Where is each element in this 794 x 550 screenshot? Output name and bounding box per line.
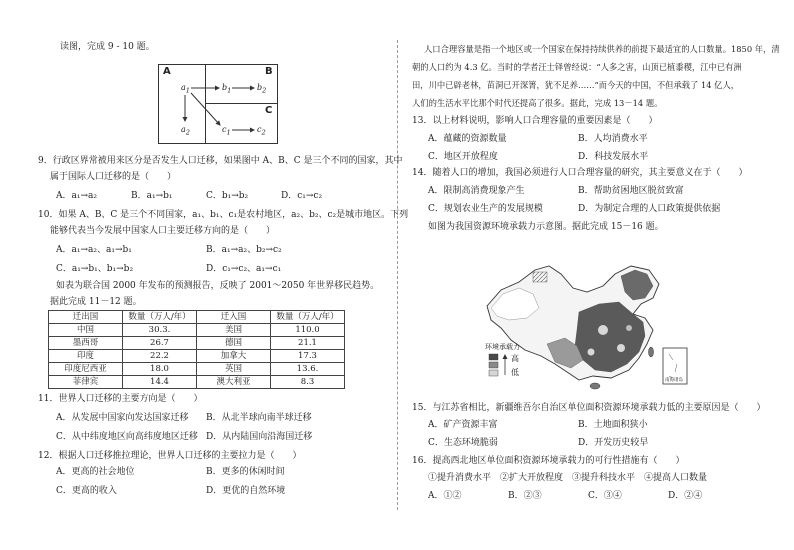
table-cell: 英国 xyxy=(197,363,271,376)
table-cell: 110.0 xyxy=(271,324,345,337)
region-c-label: C xyxy=(265,105,273,116)
legend-high-label: 高 xyxy=(511,354,519,363)
table-cell: 美国 xyxy=(197,324,271,337)
q14-option-c[interactable]: C．规划农业生产的发展规模 xyxy=(428,204,543,214)
q12-option-a[interactable]: A．更高的社会地位 xyxy=(56,467,135,477)
table-cell: 德国 xyxy=(197,337,271,350)
table-row xyxy=(49,376,345,389)
legend-swatch-low xyxy=(489,370,498,376)
q10-option-b[interactable]: B．a₁→a₂、b₂→c₂ xyxy=(206,245,282,255)
table-cell: 21.1 xyxy=(271,337,345,350)
q15-option-b[interactable]: B．土地面积狭小 xyxy=(578,420,648,430)
q9-option-c[interactable]: C．b₁→b₂ xyxy=(206,191,249,201)
table-cell: 澳大利亚 xyxy=(197,376,271,389)
region-a-label: A xyxy=(163,66,171,77)
inset-label: 南海诸岛 xyxy=(665,378,683,383)
q13-stem: 13．以上材料说明，影响人口合理容量的重要因素是（ ） xyxy=(412,116,658,126)
table-cell: 8.3 xyxy=(271,376,345,389)
legend-swatch-mid xyxy=(489,362,498,368)
table-cell: 14.4 xyxy=(123,376,197,389)
q15-option-d[interactable]: D．开发历史较早 xyxy=(578,438,649,448)
q10-option-c[interactable]: C．a₁→b₁、b₁→b₂ xyxy=(56,264,134,274)
q11-option-a[interactable]: A．从发展中国家向发达国家迁移 xyxy=(56,413,189,423)
legend-arrowhead xyxy=(503,354,508,359)
table-header: 数量（万人/年） xyxy=(123,311,197,324)
q11-option-b[interactable]: B．从北半球向南半球迁移 xyxy=(206,413,312,423)
table-row xyxy=(49,350,345,363)
migration-diagram xyxy=(158,64,278,144)
table-cell: 18.0 xyxy=(123,363,197,376)
q11-option-d[interactable]: D．从内陆国向沿海国迁移 xyxy=(206,432,313,442)
q13-option-c[interactable]: C．地区开放程度 xyxy=(428,152,498,162)
table-cell: 26.7 xyxy=(123,337,197,350)
table-cell: 墨西哥 xyxy=(49,337,123,350)
q16-sub-options: ①提升消费水平 ②扩大开放程度 ③提升科技水平 ④提高人口数量 xyxy=(428,473,708,483)
q10-stem-2: 能够代表当今发展中国家人口主要迁移方向的是（ ） xyxy=(50,226,276,236)
migration-table xyxy=(48,310,345,389)
q16-option-a[interactable]: A．①② xyxy=(428,491,462,501)
intro-11-12-b: 据此完成 11－12 题。 xyxy=(50,297,142,307)
q9-stem-2: 属于国际人口迁移的是（ ） xyxy=(50,172,177,182)
q13-option-a[interactable]: A．蕴藏的资源数量 xyxy=(428,134,507,144)
q9-stem: 9．行政区界常被用来区分是否发生人口迁移，如果图中 A、B、C 是三个不同的国家，其中 xyxy=(38,156,403,166)
q15-stem: 15．与江苏省相比，新疆维吾尔自治区单位面积资源环境承载力低的主要原因是（ ） xyxy=(412,403,766,413)
q11-stem: 11．世界人口迁移的主要方向是（ ） xyxy=(38,394,203,404)
q16-option-d[interactable]: D．②④ xyxy=(668,491,703,501)
light-spot xyxy=(617,344,625,352)
light-spot xyxy=(626,325,632,331)
table-cell: 中国 xyxy=(49,324,123,337)
q12-option-c[interactable]: C．更高的收入 xyxy=(56,486,117,496)
table-cell: 30.3. xyxy=(123,324,197,337)
q12-option-d[interactable]: D．更优的自然环境 xyxy=(206,486,286,496)
passage-13-14-line-3: 田，川中已辟老林，苗洞已开深箐，犹不足养……”而今天的中国，不但承载了 14 亿人， xyxy=(412,80,740,90)
node-b2: $b_2$ xyxy=(257,83,267,95)
q16-option-b[interactable]: B．②③ xyxy=(508,491,542,501)
table-cell: 印度 xyxy=(49,350,123,363)
node-c2: $c_2$ xyxy=(257,125,266,137)
table-row xyxy=(49,363,345,376)
region-hatched xyxy=(533,272,547,282)
passage-13-14-line-1: 人口合理容量是指一个地区或一个国家在保持持续供养的前提下最适宜的人口数量。1850 年，清 xyxy=(424,44,780,54)
light-spot xyxy=(588,349,595,356)
table-cell: 17.3 xyxy=(271,350,345,363)
q9-option-a[interactable]: A．a₁→a₂ xyxy=(56,191,97,201)
q16-option-c[interactable]: C．③④ xyxy=(588,491,622,501)
q9-option-b[interactable]: B．a₁→b₁ xyxy=(131,191,173,201)
legend-swatch-high xyxy=(489,354,498,360)
q13-option-d[interactable]: D．科技发展水平 xyxy=(578,152,649,162)
passage-13-14-line-4: 人们的生活水平比那个时代还提高了很多。据此，完成 13－14 题。 xyxy=(412,98,663,108)
intro-9-10: 读图，完成 9 - 10 题。 xyxy=(60,42,155,52)
legend-title: 环境承载力 xyxy=(485,343,520,351)
table-cell: 加拿大 xyxy=(197,350,271,363)
table-header: 迁入国 xyxy=(197,311,271,324)
q11-option-c[interactable]: C．从中纬度地区向高纬度地区迁移 xyxy=(56,432,198,442)
node-c1: $c_1$ xyxy=(222,125,231,137)
arrow-a1-c1 xyxy=(191,93,220,125)
q10-stem: 10．如果 A、B、C 是三个不同国家，a₁、b₁、c₁是农村地区，a₂、b₂、c₂是城市地区。下列 xyxy=(38,210,409,220)
light-spot xyxy=(598,325,608,335)
table-cell: 22.2 xyxy=(123,350,197,363)
table-header: 迁出国 xyxy=(49,311,123,324)
q12-stem: 12．根据人口迁移推拉理论，世界人口迁移的主要拉力是（ ） xyxy=(38,451,302,461)
intro-11-12: 如表为联合国 2000 年发布的预测报告，反映了 2001～2050 年世界移民趋势。 xyxy=(56,281,380,291)
q9-option-d[interactable]: D．c₁→c₂ xyxy=(281,191,323,201)
table-cell: 菲律宾 xyxy=(49,376,123,389)
column-divider xyxy=(397,40,398,510)
q15-option-c[interactable]: C．生态环境脆弱 xyxy=(428,438,498,448)
node-a1: $a_1$ xyxy=(181,83,191,95)
china-carrying-capacity-map xyxy=(483,260,693,390)
intro-15-16: 如图为我国资源环境承载力示意图。据此完成 15－16 题。 xyxy=(428,222,664,232)
hainan-island xyxy=(590,383,600,389)
table-row xyxy=(49,324,345,337)
node-b1: $b_1$ xyxy=(222,83,232,95)
table-cell: 印度尼西亚 xyxy=(49,363,123,376)
q15-option-a[interactable]: A．矿产资源丰富 xyxy=(428,420,498,430)
q12-option-b[interactable]: B．更多的休闲时间 xyxy=(206,467,285,477)
q10-option-a[interactable]: A．a₁→a₂、a₁→b₁ xyxy=(56,245,132,255)
taiwan-island xyxy=(649,347,654,357)
passage-13-14-line-2: 朝的人口约为 4.3 亿。当时的学者汪士铎曾经说：“人多之害，山顶已植黍稷，江中已有洲 xyxy=(412,62,742,72)
node-a2: $a_2$ xyxy=(181,125,191,137)
q10-option-d[interactable]: D．c₁→c₂、a₁→c₁ xyxy=(206,264,282,274)
table-row xyxy=(49,337,345,350)
table-header-row xyxy=(49,311,345,324)
q16-stem: 16．提高西北地区单位面积资源环境承载力的可行性措施有（ ） xyxy=(412,456,685,466)
q14-stem: 14．随着人口的增加，我国必须进行人口合理容量的研究，其主要意义在于（ ） xyxy=(412,168,748,178)
legend-low-label: 低 xyxy=(511,368,519,377)
table-cell: 13.6. xyxy=(271,363,345,376)
diagram-arrows xyxy=(159,65,279,145)
q14-option-d[interactable]: D．为制定合理的人口政策提供依据 xyxy=(578,204,721,214)
table-header: 数量（万人/年） xyxy=(271,311,345,324)
region-b-label: B xyxy=(265,66,273,77)
q14-option-b[interactable]: B．帮助贫困地区脱贫致富 xyxy=(578,186,684,196)
q14-option-a[interactable]: A．限制高消费现象产生 xyxy=(428,186,525,196)
q13-option-b[interactable]: B．人均消费水平 xyxy=(578,134,648,144)
